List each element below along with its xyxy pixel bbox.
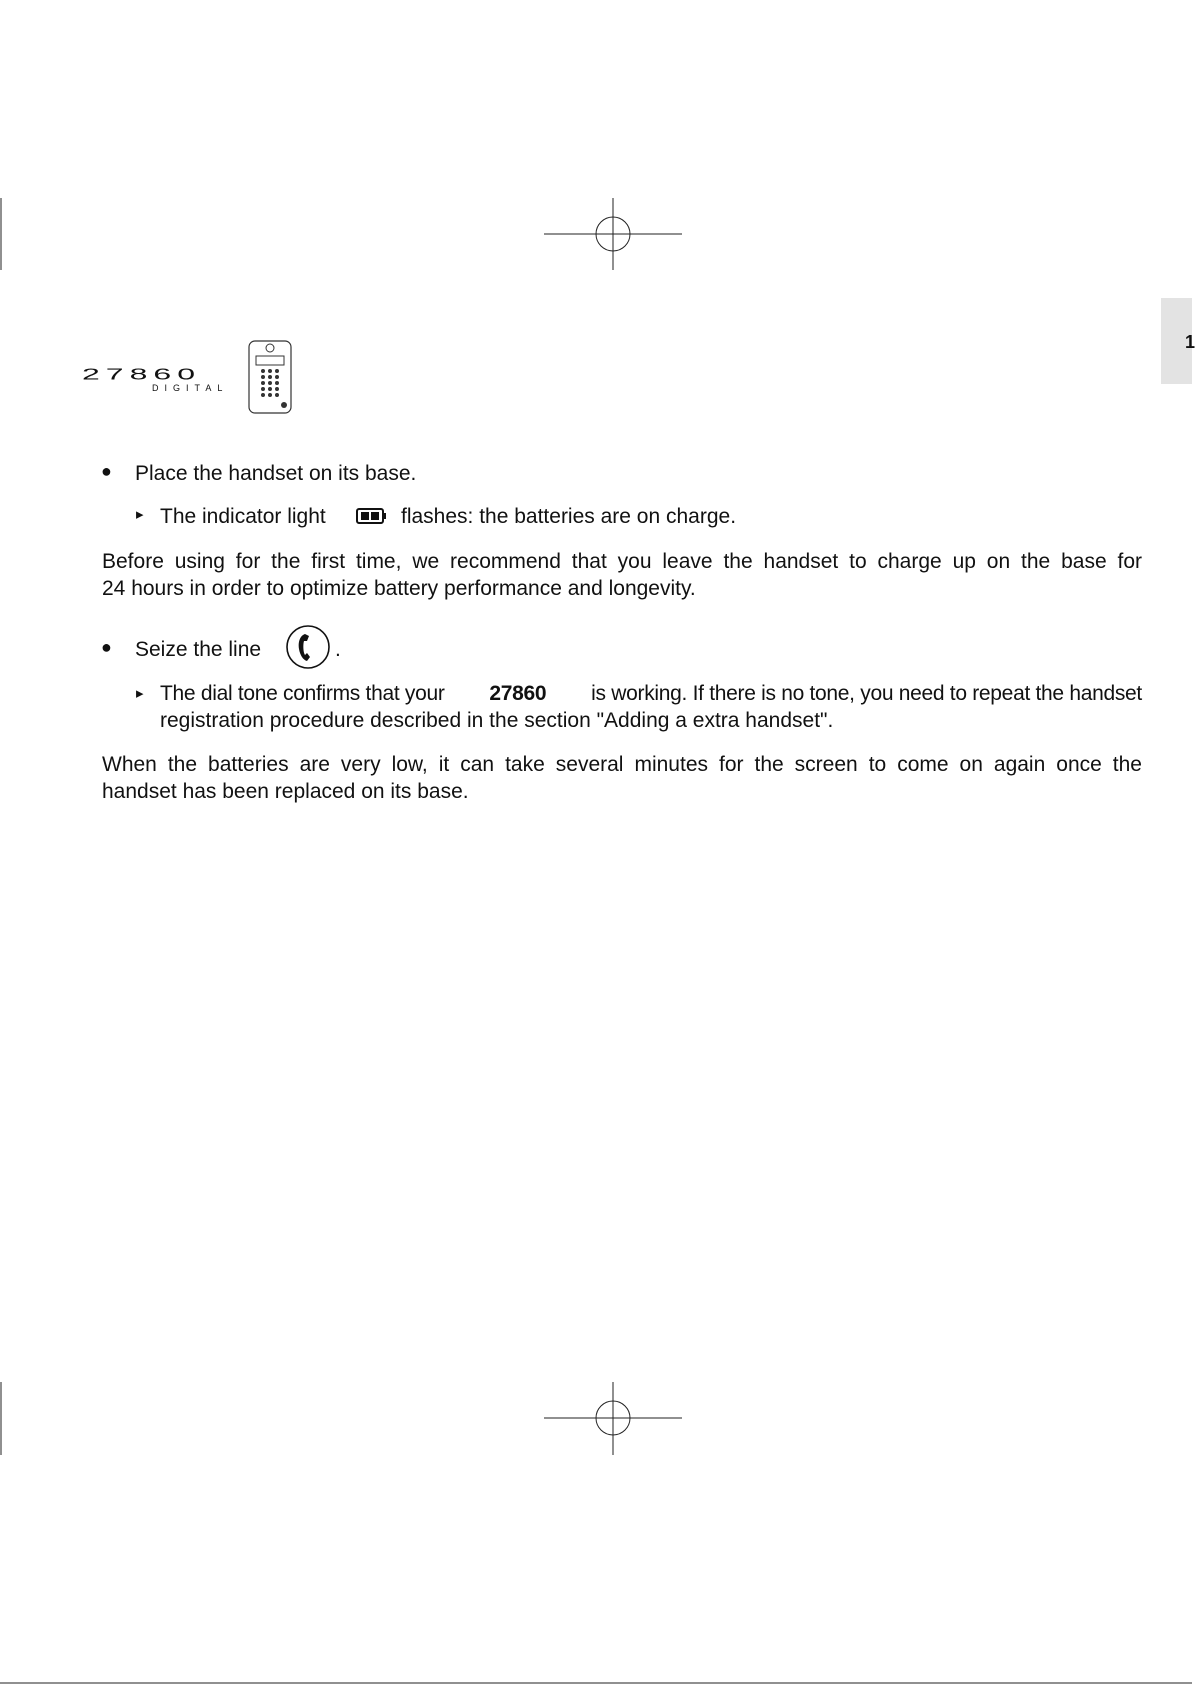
note-low-battery-line2: handset has been replaced on its base. [102, 780, 469, 803]
battery-icon [356, 508, 388, 524]
note-charge-line2: 24 hours in order to optimize battery performance and longevity. [102, 577, 696, 600]
note-charge-line1: Before using for the first time, we recommend that you leave the handset to charge up on the base for [102, 550, 1142, 573]
step2-result-a: The dial tone confirms that your [160, 682, 445, 705]
note-low-battery [102, 751, 1142, 805]
step2-text: Seize the line [135, 638, 262, 661]
note-charge [102, 548, 1142, 602]
product-logo [82, 365, 229, 401]
handset-image-icon [246, 336, 296, 416]
logo-model: 27860 [82, 365, 201, 383]
step2-text-end: . [335, 638, 341, 661]
step1-result-prefix: The indicator light [160, 505, 326, 528]
step2-result-b: is working. If there is no tone, you need to repeat the handset [591, 682, 1142, 705]
step2-result-line1 [160, 680, 1142, 707]
step1-result-arrow-icon: ▸ [136, 506, 144, 523]
step2-model-number: 27860 [489, 682, 547, 705]
step1-text: Place the handset on its base. [135, 462, 417, 485]
phone-handset-icon [285, 624, 331, 670]
note-low-battery-line1: When the batteries are very low, it can take several minutes for the screen to come on again once the [102, 753, 1142, 776]
step1-result-suffix: flashes: the batteries are on charge. [401, 505, 737, 528]
logo-tagline: DIGITAL [152, 383, 229, 393]
step2-result-line2: registration procedure described in the section "Adding a extra handset". [160, 709, 834, 732]
step1-bullet: ● [101, 461, 112, 481]
step2-bullet: ● [101, 637, 112, 657]
chapter-tab-label: 1 [1185, 332, 1195, 352]
chapter-tab [1161, 298, 1195, 384]
step2-result-arrow-icon: ▸ [136, 685, 144, 702]
